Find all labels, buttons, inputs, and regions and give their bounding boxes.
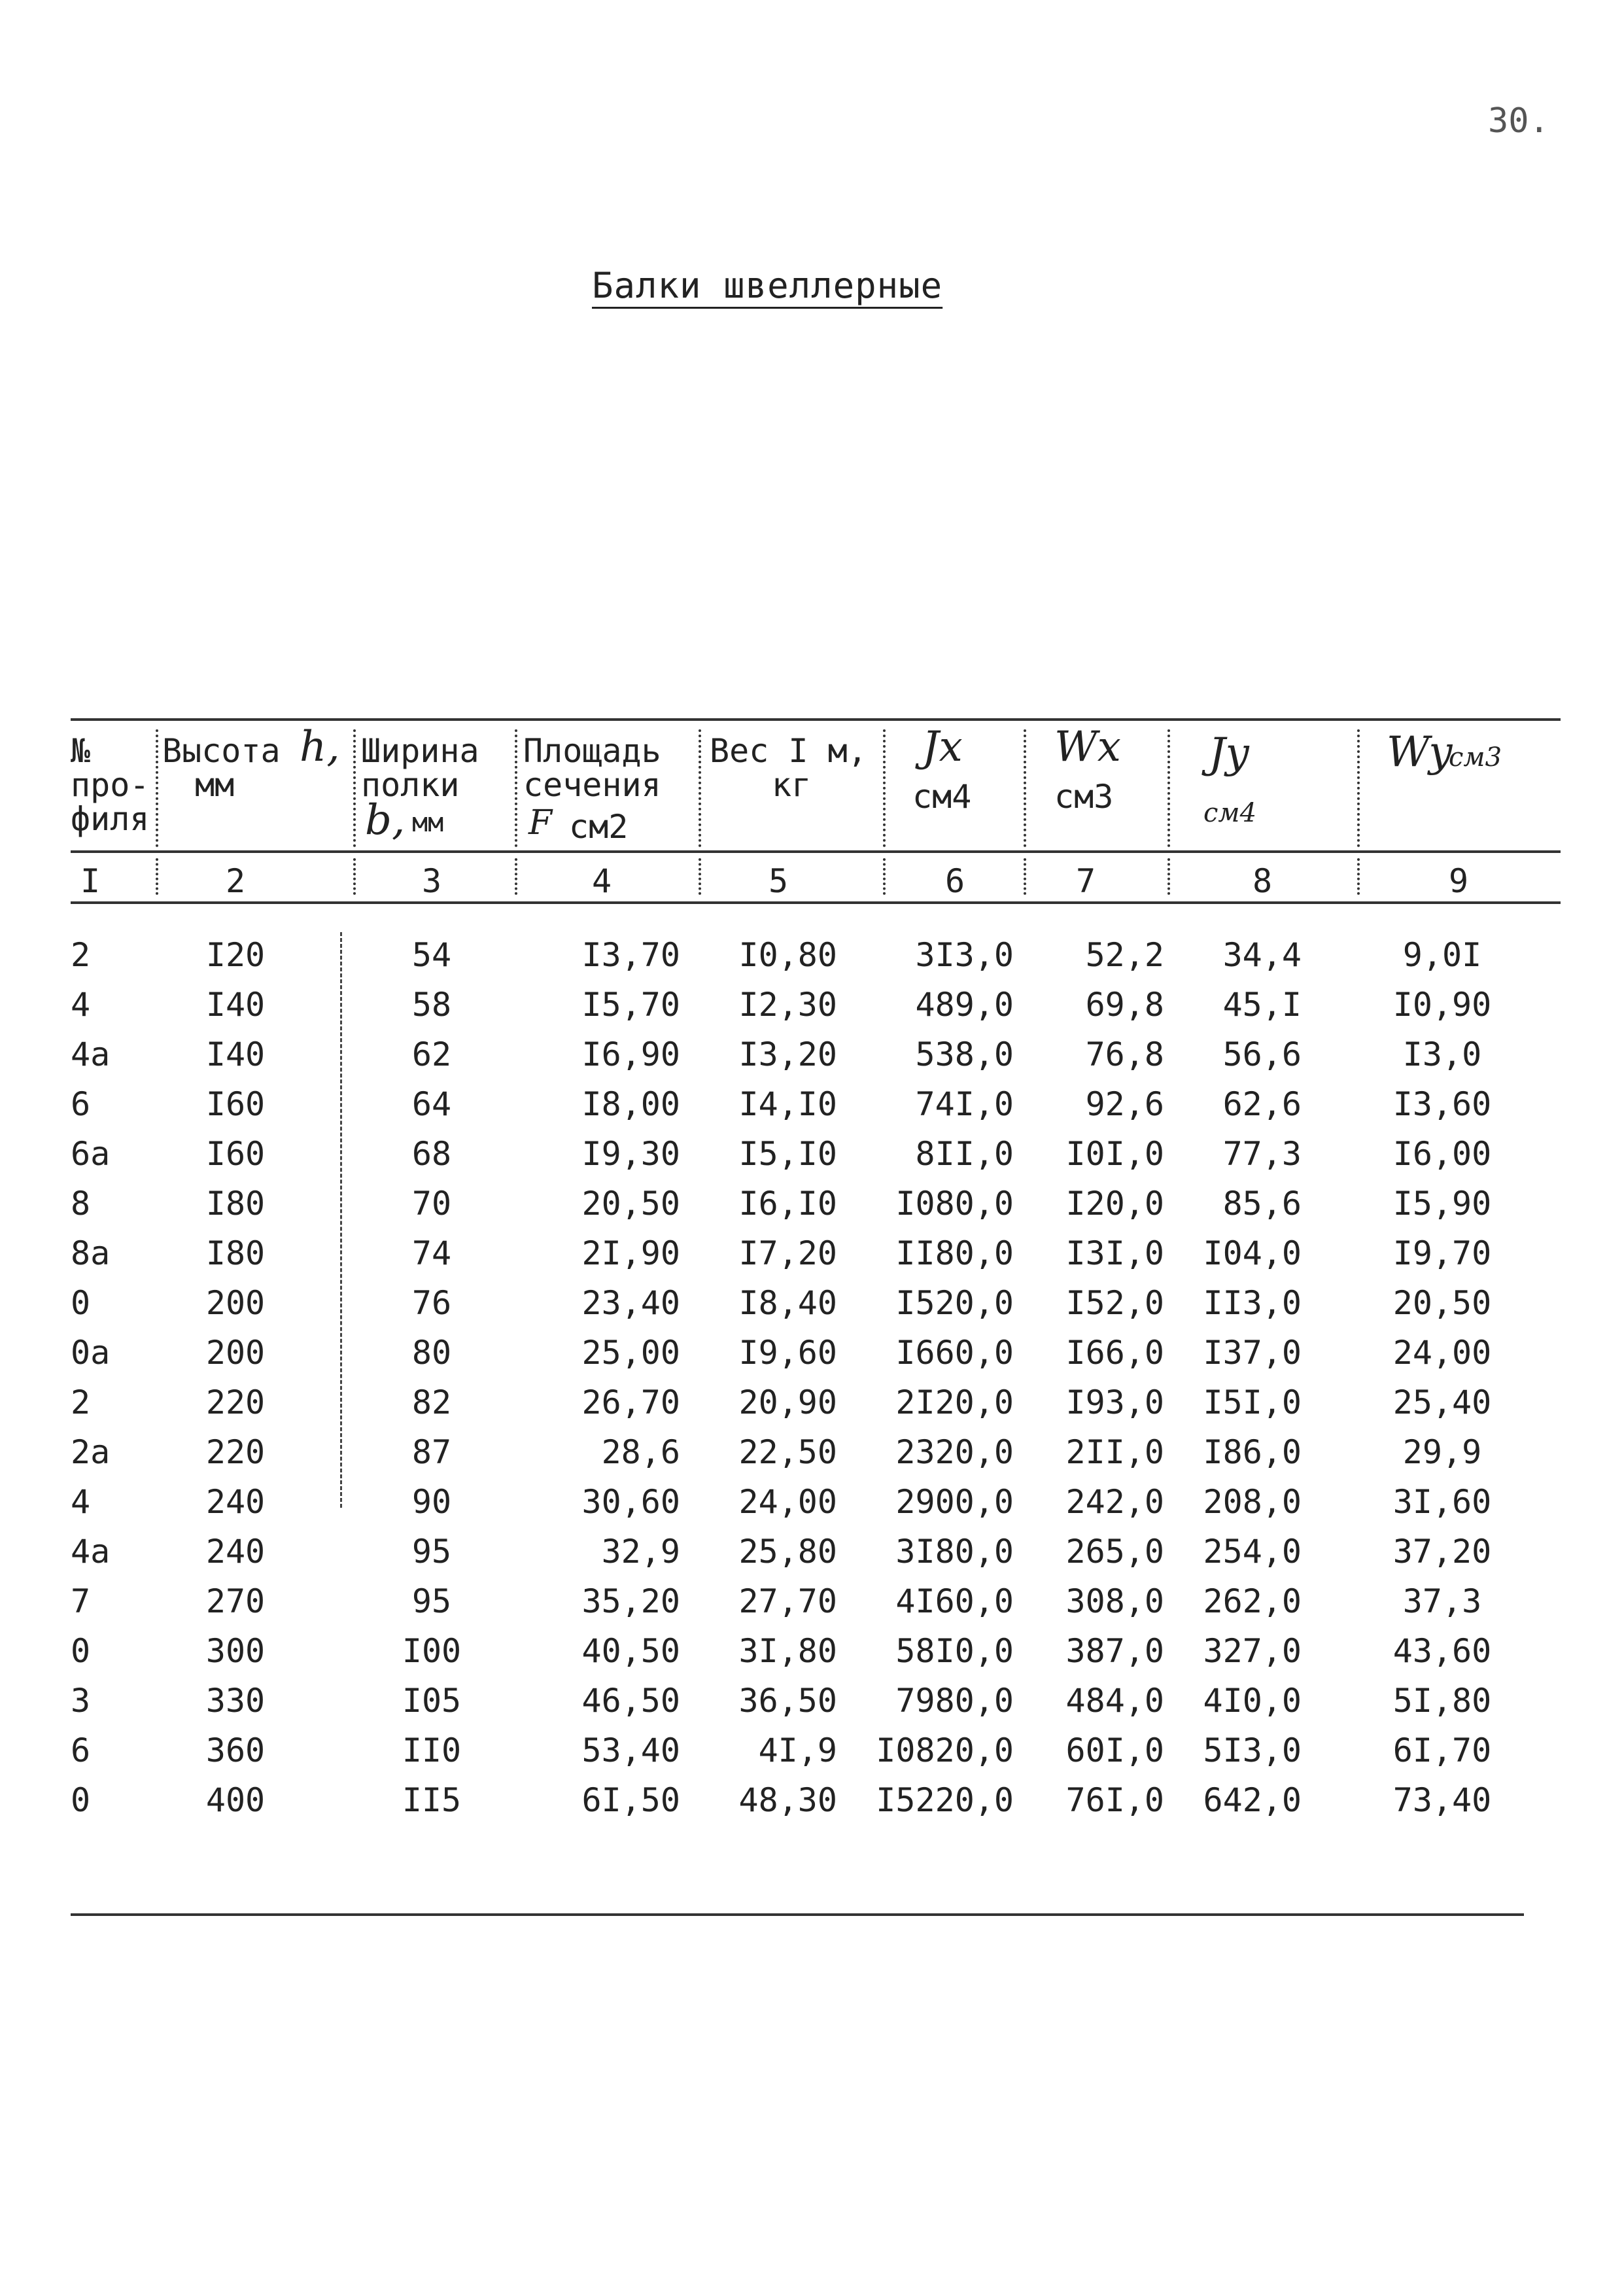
cell-modulus-wy: 20,50 [1392,1284,1492,1322]
cell-flange-width: 90 [411,1483,452,1521]
cell-flange-width: 54 [411,936,452,974]
cell-profile: 4 [71,1483,91,1521]
cell-flange-width: 68 [411,1135,452,1173]
cell-height: I80 [205,1185,266,1223]
cell-modulus-wx: 484,0 [1065,1682,1164,1720]
cell-profile: 2 [71,1383,91,1421]
cell-modulus-wy: I3,60 [1392,1085,1492,1123]
cell-area: 53,40 [581,1731,680,1769]
column-number-separator [1357,858,1360,895]
cell-modulus-wx: 265,0 [1065,1533,1164,1571]
cell-weight: 48,30 [738,1781,837,1819]
header-separator [699,729,701,847]
cell-height: 200 [205,1284,266,1322]
cell-moment-ix: I520,0 [895,1284,1014,1322]
cell-profile: 8a [71,1234,111,1272]
cell-weight: I2,30 [738,986,837,1024]
page-title: Балки швеллерные [592,265,943,306]
column-number-separator [883,858,886,895]
cell-height: I80 [205,1234,266,1272]
cell-weight: I9,60 [738,1334,837,1372]
cell-modulus-wx: I0I,0 [1065,1135,1164,1173]
cell-flange-width: 76 [411,1284,452,1322]
cell-modulus-wx: 60I,0 [1065,1731,1164,1769]
cell-moment-iy: I37,0 [1203,1334,1302,1372]
cell-moment-ix: 489,0 [915,986,1014,1024]
cell-height: I60 [205,1085,266,1123]
cell-moment-ix: 538,0 [915,1035,1014,1073]
header-separator [156,729,158,847]
cell-profile: 8 [71,1185,91,1223]
cell-modulus-wy: 37,20 [1392,1533,1492,1571]
cell-height: 400 [205,1781,266,1819]
cell-height: 240 [205,1533,266,1571]
cell-weight: I5,I0 [738,1135,837,1173]
cell-modulus-wy: 37,3 [1402,1582,1482,1620]
cell-modulus-wy: I5,90 [1392,1185,1492,1223]
cell-height: I20 [205,936,266,974]
cell-modulus-wy: 9,0I [1402,936,1482,974]
cell-profile: 2 [71,936,91,974]
column-number: 6 [944,862,965,900]
cell-height: I40 [205,1035,266,1073]
column-number: 5 [768,862,789,900]
column-number-separator [1024,858,1026,895]
cell-flange-width: 95 [411,1582,452,1620]
cell-area: 20,50 [581,1185,680,1223]
cell-profile: 6 [71,1085,91,1123]
cell-moment-iy: 262,0 [1203,1582,1302,1620]
cell-moment-iy: 327,0 [1203,1632,1302,1670]
cell-profile: 0 [71,1284,91,1322]
cell-modulus-wx: I93,0 [1065,1383,1164,1421]
cell-moment-iy: 56,6 [1222,1035,1302,1073]
cell-moment-ix: II80,0 [895,1234,1014,1272]
cell-profile: 0a [71,1334,111,1372]
cell-moment-ix: 3I3,0 [915,936,1014,974]
cell-moment-ix: 2320,0 [895,1433,1014,1471]
cell-moment-iy: 5I3,0 [1203,1731,1302,1769]
header-separator [1024,729,1026,847]
cell-profile: 7 [71,1582,91,1620]
cell-flange-width: 58 [411,986,452,1024]
cell-modulus-wx: 308,0 [1065,1582,1164,1620]
cell-height: 360 [205,1731,266,1769]
cell-profile: 0 [71,1632,91,1670]
cell-area: 26,70 [581,1383,680,1421]
cell-height: I40 [205,986,266,1024]
cell-moment-ix: 2I20,0 [895,1383,1014,1421]
cell-weight: 3I,80 [738,1632,837,1670]
cell-weight: 27,70 [738,1582,837,1620]
table-top-rule [71,718,1561,721]
cell-height: 240 [205,1483,266,1521]
cell-modulus-wy: I6,00 [1392,1135,1492,1173]
header-separator [515,729,517,847]
cell-area: I6,90 [581,1035,680,1073]
cell-modulus-wy: 3I,60 [1392,1483,1492,1521]
cell-modulus-wx: 69,8 [1085,986,1164,1024]
cell-modulus-wy: 5I,80 [1392,1682,1492,1720]
cell-flange-width: 95 [411,1533,452,1571]
cell-moment-ix: 7980,0 [895,1682,1014,1720]
column-number: 2 [225,862,246,900]
cell-moment-iy: 642,0 [1203,1781,1302,1819]
cell-weight: 24,00 [738,1483,837,1521]
cell-height: 270 [205,1582,266,1620]
column-number-separator [1167,858,1170,895]
cell-area: 28,6 [601,1433,680,1471]
cell-moment-iy: 4I0,0 [1203,1682,1302,1720]
cell-moment-iy: 34,4 [1222,936,1302,974]
cell-moment-ix: 74I,0 [915,1085,1014,1123]
cell-profile: 3 [71,1682,91,1720]
column-number: 4 [591,862,612,900]
cell-weight: 22,50 [738,1433,837,1471]
column-number: 3 [421,862,442,900]
cell-modulus-wy: I3,0 [1402,1035,1482,1073]
header-bottom-rule [71,850,1561,853]
cell-flange-width: I00 [402,1632,462,1670]
cell-modulus-wx: I52,0 [1065,1284,1164,1322]
cell-moment-ix: 2900,0 [895,1483,1014,1521]
column-number-separator [353,858,356,895]
cell-height: 200 [205,1334,266,1372]
header-separator [1167,729,1170,847]
cell-area: I8,00 [581,1085,680,1123]
column-number-rule [71,901,1561,904]
column-number-separator [515,858,517,895]
cell-weight: 4I,9 [758,1731,837,1769]
column-number: 7 [1075,862,1096,900]
cell-weight: 25,80 [738,1533,837,1571]
cell-height: 220 [205,1433,266,1471]
cell-weight: I6,I0 [738,1185,837,1223]
column-number: I [80,862,101,900]
cell-modulus-wx: 76,8 [1085,1035,1164,1073]
cell-weight: I8,40 [738,1284,837,1322]
cell-area: 6I,50 [581,1781,680,1819]
cell-profile: 0 [71,1781,91,1819]
cell-area: 25,00 [581,1334,680,1372]
column-number: 8 [1252,862,1273,900]
cell-weight: I0,80 [738,936,837,974]
cell-area: 23,40 [581,1284,680,1322]
cell-modulus-wy: 43,60 [1392,1632,1492,1670]
column-number-separator [699,858,701,895]
cell-moment-ix: 4I60,0 [895,1582,1014,1620]
header-separator [883,729,886,847]
cell-profile: 4a [71,1533,111,1571]
cell-area: I9,30 [581,1135,680,1173]
column-number: 9 [1448,862,1469,900]
cell-modulus-wx: 92,6 [1085,1085,1164,1123]
cell-moment-iy: 62,6 [1222,1085,1302,1123]
cell-height: I60 [205,1135,266,1173]
cell-moment-iy: 77,3 [1222,1135,1302,1173]
cell-moment-ix: 3I80,0 [895,1533,1014,1571]
cell-weight: I7,20 [738,1234,837,1272]
cell-flange-width: 64 [411,1085,452,1123]
cell-moment-iy: 85,6 [1222,1185,1302,1223]
cell-profile: 4a [71,1035,111,1073]
cell-modulus-wy: 24,00 [1392,1334,1492,1372]
cell-moment-ix: I080,0 [895,1185,1014,1223]
table-bottom-rule [71,1913,1524,1916]
cell-profile: 4 [71,986,91,1024]
cell-moment-iy: I5I,0 [1203,1383,1302,1421]
cell-modulus-wx: 242,0 [1065,1483,1164,1521]
cell-weight: 36,50 [738,1682,837,1720]
cell-area: 30,60 [581,1483,680,1521]
cell-moment-iy: I04,0 [1203,1234,1302,1272]
cell-height: 300 [205,1632,266,1670]
cell-weight: 20,90 [738,1383,837,1421]
cell-flange-width: 82 [411,1383,452,1421]
cell-moment-iy: I86,0 [1203,1433,1302,1471]
cell-area: 2I,90 [581,1234,680,1272]
cell-modulus-wy: I0,90 [1392,986,1492,1024]
header-separator [1357,729,1360,847]
cell-height: 220 [205,1383,266,1421]
cell-modulus-wx: 76I,0 [1065,1781,1164,1819]
cell-flange-width: II0 [402,1731,462,1769]
cell-moment-iy: 254,0 [1203,1533,1302,1571]
cell-flange-width: 80 [411,1334,452,1372]
cell-flange-width: 70 [411,1185,452,1223]
cell-area: 46,50 [581,1682,680,1720]
cell-modulus-wx: 2II,0 [1065,1433,1164,1471]
cell-modulus-wx: I66,0 [1065,1334,1164,1372]
cell-moment-ix: 8II,0 [915,1135,1014,1173]
cell-area: I3,70 [581,936,680,974]
cell-profile: 6a [71,1135,111,1173]
cell-flange-width: 62 [411,1035,452,1073]
cell-weight: I4,I0 [738,1085,837,1123]
cell-flange-width: 87 [411,1433,452,1471]
cell-modulus-wx: 52,2 [1085,936,1164,974]
cell-area: 40,50 [581,1632,680,1670]
dashed-guide-line [340,932,342,1508]
cell-area: 35,20 [581,1582,680,1620]
cell-moment-ix: 58I0,0 [895,1632,1014,1670]
cell-modulus-wx: I20,0 [1065,1185,1164,1223]
cell-moment-ix: I5220,0 [876,1781,1014,1819]
cell-weight: I3,20 [738,1035,837,1073]
cell-modulus-wy: 6I,70 [1392,1731,1492,1769]
cell-modulus-wy: 25,40 [1392,1383,1492,1421]
cell-modulus-wx: 387,0 [1065,1632,1164,1670]
cell-modulus-wy: I9,70 [1392,1234,1492,1272]
page-number: 30. [1488,101,1549,141]
cell-profile: 6 [71,1731,91,1769]
cell-moment-iy: 208,0 [1203,1483,1302,1521]
cell-area: 32,9 [601,1533,680,1571]
cell-moment-iy: 45,I [1222,986,1302,1024]
cell-modulus-wy: 73,40 [1392,1781,1492,1819]
cell-flange-width: II5 [402,1781,462,1819]
column-number-separator [156,858,158,895]
cell-height: 330 [205,1682,266,1720]
cell-profile: 2a [71,1433,111,1471]
header-separator [353,729,356,847]
cell-flange-width: 74 [411,1234,452,1272]
cell-modulus-wx: I3I,0 [1065,1234,1164,1272]
cell-moment-ix: I660,0 [895,1334,1014,1372]
cell-modulus-wy: 29,9 [1402,1433,1482,1471]
cell-area: I5,70 [581,986,680,1024]
cell-moment-iy: II3,0 [1203,1284,1302,1322]
cell-moment-ix: I0820,0 [876,1731,1014,1769]
cell-flange-width: I05 [402,1682,462,1720]
